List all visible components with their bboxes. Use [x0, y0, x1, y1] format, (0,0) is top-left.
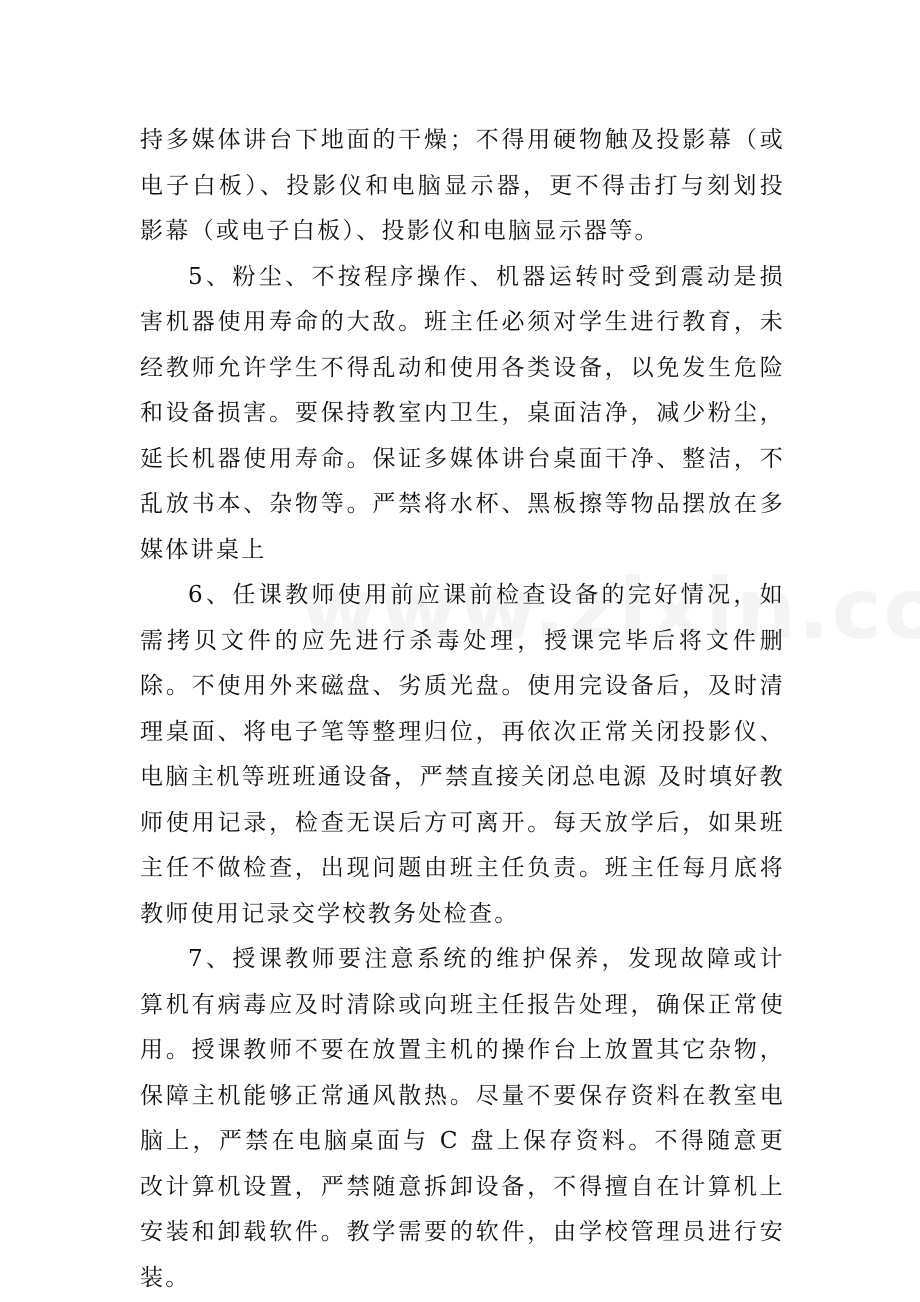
- paragraph-item-7: 7、授课教师要注意系统的维护保养，发现故障或计算机有病毒应及时清除或向班主任报告处理，确保正常使用。授课教师不要在放置主机的操作台上放置其它杂物，保障主机能够正常通风散热。尽量不要保存资料在教室电脑上，严禁在电脑桌面与 C 盘上保存资料。不得随意更改计算机设置，严禁随意拆卸设备，不得擅自在计算机上安装和卸载软件。教学需要的软件，由学校管理员进行安装。: [140, 946, 785, 1291]
- paragraph-item-6: 6、任课教师使用前应课前检查设备的完好情况，如需拷贝文件的应先进行杀毒处理，授课完毕后将文件删除。不使用外来磁盘、劣质光盘。使用完设备后，及时清理桌面、将电子笔等整理归位，再依次正常关闭投影仪、电脑主机等班班通设备，严禁直接关闭总电源 及时填好教师使用记录，检查无误后方可离开。每天放学后，如果班主任不做检查，出现问题由班主任负责。班主任每月底将教师使用记录交学校教务处检查。: [140, 582, 785, 927]
- paragraph-item-5: 5、粉尘、不按程序操作、机器运转时受到震动是损害机器使用寿命的大敌。班主任必须对学生进行教育，未经教师允许学生不得乱动和使用各类设备，以免发生危险和设备损害。要保持教室内卫生，桌面洁净，减少粉尘，延长机器使用寿命。保证多媒体讲台桌面干净、整洁，不乱放书本、杂物等。严禁将水杯、黑板擦等物品摆放在多媒体讲桌上: [140, 263, 785, 563]
- paragraph-continuation: 持多媒体讲台下地面的干燥；不得用硬物触及投影幕（或电子白板）、投影仪和电脑显示器，更不得击打与刻划投影幕（或电子白板）、投影仪和电脑显示器等。: [140, 127, 785, 244]
- document-body: [140, 118, 785, 1301]
